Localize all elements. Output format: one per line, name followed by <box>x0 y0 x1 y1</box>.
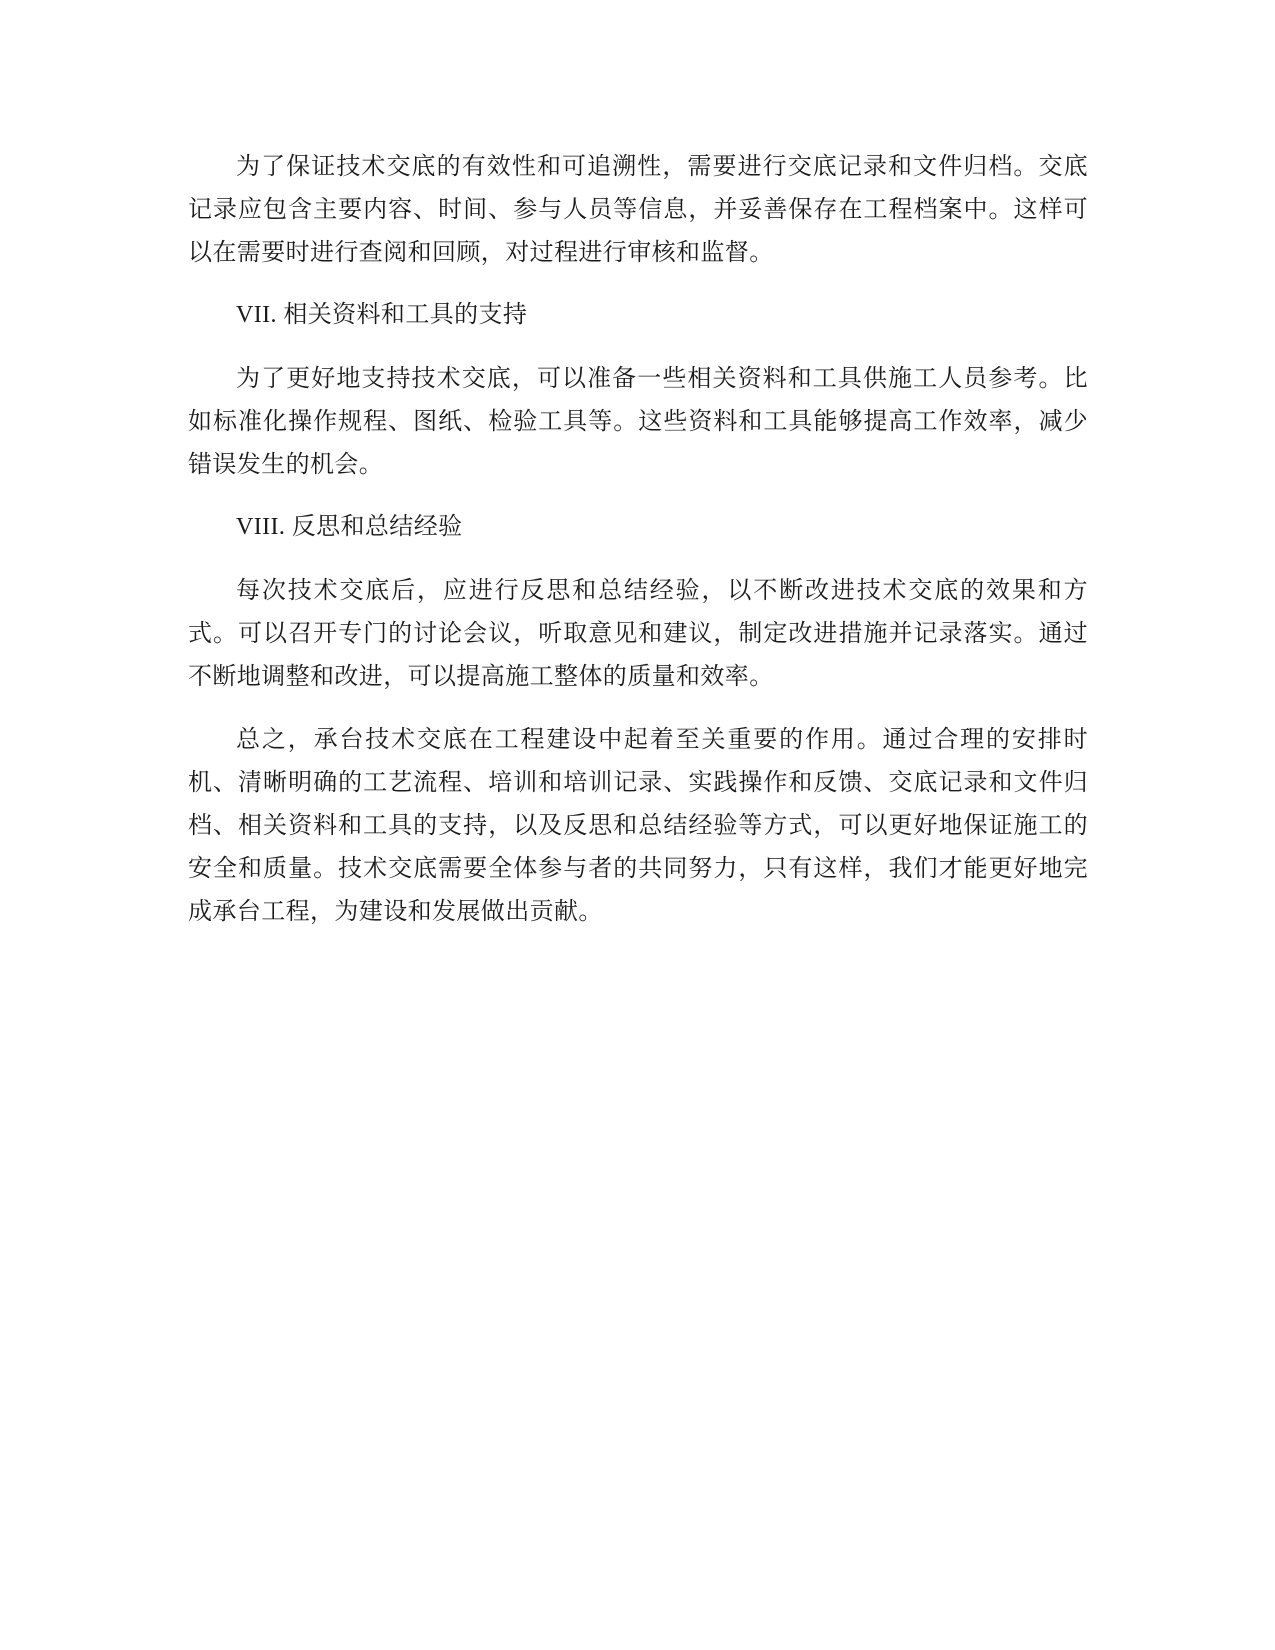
document-body <box>188 145 1088 953</box>
paragraph-conclusion: 总之，承台技术交底在工程建设中起着至关重要的作用。通过合理的安排时机、清晰明确的工艺流程、培训和培训记录、实践操作和反馈、交底记录和文件归档、相关资料和工具的支持，以及反思和总结经验等方式，可以更好地保证施工的安全和质量。技术交底需要全体参与者的共同努力，只有这样，我们才能更好地完成承台工程，为建设和发展做出贡献。 <box>188 725 1088 925</box>
paragraph-materials-tools: 为了更好地支持技术交底，可以准备一些相关资料和工具供施工人员参考。比如标准化操作规程、图纸、检验工具等。这些资料和工具能够提高工作效率，减少错误发生的机会。 <box>188 364 1088 478</box>
paragraph-record-archiving: 为了保证技术交底的有效性和可追溯性，需要进行交底记录和文件归档。交底记录应包含主要内容、时间、参与人员等信息，并妥善保存在工程档案中。这样可以在需要时进行查阅和回顾，对过程进行审核和监督。 <box>188 152 1088 266</box>
paragraph-reflection: 每次技术交底后，应进行反思和总结经验，以不断改进技术交底的效果和方式。可以召开专门的讨论会议，听取意见和建议，制定改进措施并记录落实。通过不断地调整和改进，可以提高施工整体的质量和效率。 <box>188 576 1088 690</box>
section-heading-vii: VII. 相关资料和工具的支持 <box>236 302 528 328</box>
section-heading-viii: VIII. 反思和总结经验 <box>236 514 463 540</box>
